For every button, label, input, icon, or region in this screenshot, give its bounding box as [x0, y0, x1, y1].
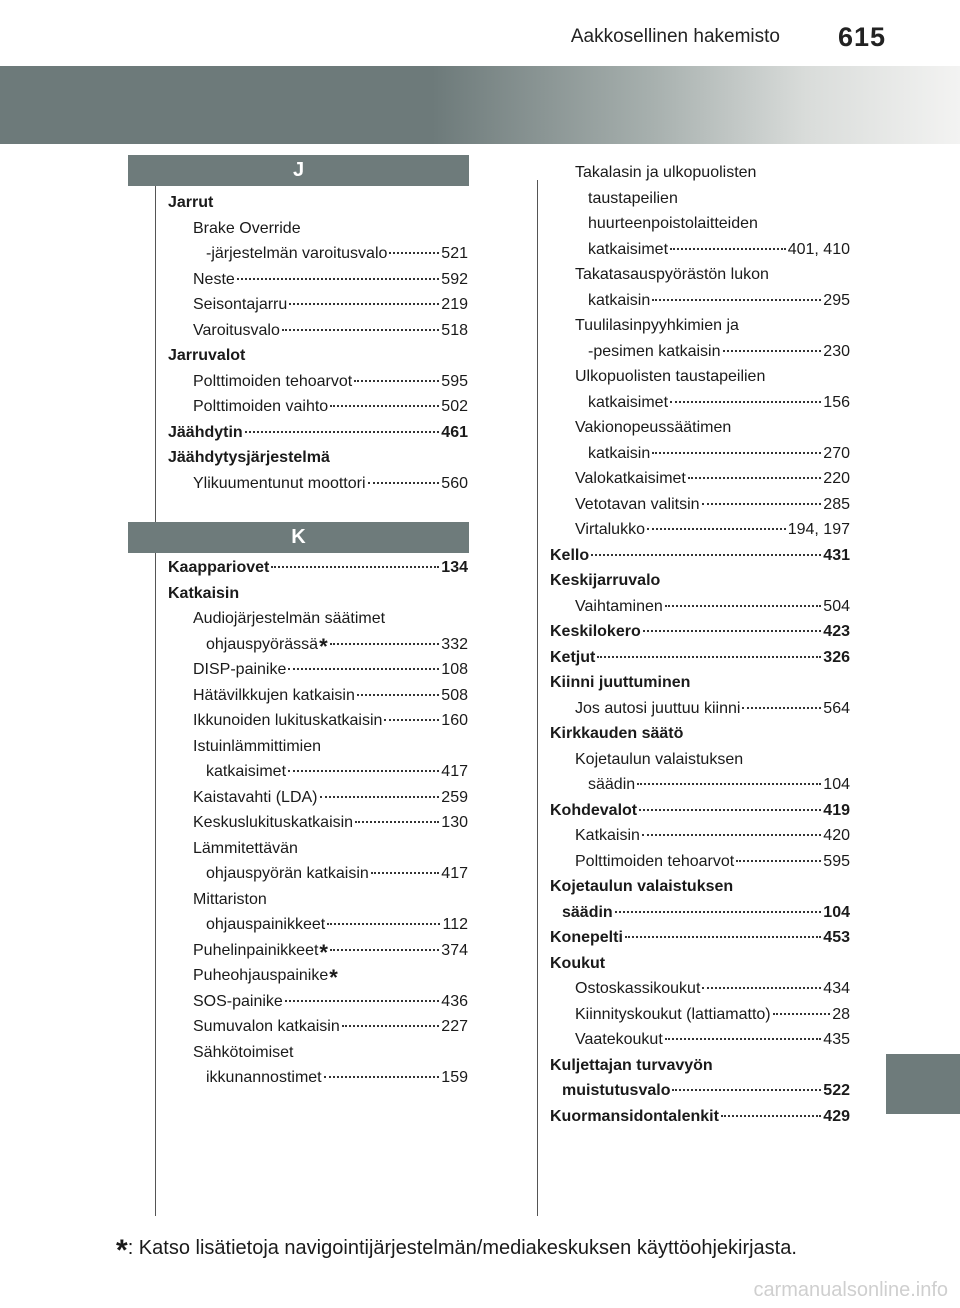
index-term: Valokatkaisimet	[575, 470, 686, 487]
index-term: Keskilokero	[550, 623, 641, 640]
index-entry	[550, 466, 850, 492]
dot-leader	[643, 630, 822, 632]
index-term: Virtalukko	[575, 521, 645, 538]
index-entry	[550, 849, 850, 875]
index-entry	[168, 292, 468, 318]
index-term: Polttimoiden vaihto	[193, 398, 329, 415]
index-term: Ylikuumentunut moottori	[193, 474, 366, 492]
index-entry	[550, 364, 850, 390]
index-entry	[168, 581, 468, 607]
index-entry	[168, 657, 468, 683]
index-entry	[550, 594, 850, 620]
page-title: Aakkosellinen hakemisto	[570, 26, 780, 47]
dot-leader	[285, 1000, 439, 1002]
dot-leader	[355, 821, 439, 823]
index-term: Jäähdytysjärjestelmä	[168, 449, 330, 466]
dot-leader	[652, 299, 821, 301]
dot-leader	[665, 605, 822, 607]
index-page-ref: 112	[442, 916, 468, 933]
index-entry	[168, 912, 468, 938]
index-page-ref: 134	[441, 559, 468, 576]
index-page-ref: 159	[441, 1069, 468, 1086]
index-page-ref: 326	[823, 648, 850, 666]
index-page-ref: 220	[823, 470, 850, 487]
index-term: muistutusvalo	[562, 1082, 671, 1099]
index-page-ref: 104	[823, 776, 850, 793]
dot-leader	[665, 1038, 822, 1040]
index-term: -järjestelmän varoitusvalo	[206, 245, 388, 262]
index-entry	[550, 237, 850, 263]
index-page-ref: 104	[823, 903, 850, 921]
index-entry	[168, 394, 468, 420]
index-entry: Puheohjauspainike *	[193, 965, 338, 990]
index-entry	[168, 369, 468, 395]
index-entry	[550, 339, 850, 365]
index-entry	[550, 619, 850, 645]
index-entry	[550, 415, 850, 441]
index-entry	[168, 1065, 468, 1091]
index-list-k-right	[550, 160, 850, 1129]
dot-leader	[282, 329, 439, 331]
index-term: katkaisin	[588, 444, 651, 462]
dot-leader	[637, 783, 821, 785]
index-entry	[550, 645, 850, 671]
index-entry	[550, 670, 850, 696]
index-page-ref: 374	[441, 941, 468, 959]
index-list-j	[168, 190, 468, 496]
index-term: katkaisimet	[588, 240, 669, 258]
index-entry	[168, 861, 468, 887]
footnote	[116, 1228, 797, 1267]
index-entry	[168, 343, 468, 369]
header-banner	[0, 66, 960, 144]
index-term: Ketjut	[550, 648, 596, 666]
index-page-ref: 419	[823, 801, 850, 819]
index-page-ref: 518	[441, 321, 468, 339]
index-term: Jarrut	[168, 194, 214, 211]
index-term: Sähkötoimiset	[193, 1043, 294, 1061]
index-term: katkaisimet	[588, 393, 669, 411]
index-page-ref: 502	[441, 398, 468, 415]
index-page-ref: 420	[823, 827, 850, 844]
dot-leader	[773, 1013, 831, 1015]
section-header-j: J	[128, 155, 469, 186]
index-entry	[550, 900, 850, 926]
index-term: Ikkunoiden lukituskatkaisin	[193, 712, 383, 729]
index-page-ref: 423	[823, 623, 850, 640]
dot-leader	[245, 431, 440, 433]
index-page-ref: 461	[441, 423, 468, 441]
index-term: säädin	[588, 776, 636, 793]
index-page-ref: 194, 197	[787, 521, 850, 538]
dot-leader	[723, 350, 822, 352]
dot-leader	[288, 668, 439, 670]
dot-leader	[652, 452, 821, 454]
index-entry	[168, 445, 468, 471]
dot-leader	[327, 923, 440, 925]
index-entry	[168, 318, 468, 344]
index-entry	[168, 708, 468, 734]
index-page-ref: 156	[823, 393, 850, 411]
index-entry	[550, 1078, 850, 1104]
index-entry	[168, 420, 468, 446]
index-page-ref: 508	[441, 686, 468, 704]
index-term: Polttimoiden tehoarvot	[193, 372, 353, 390]
dot-leader	[354, 380, 439, 382]
index-list-k-left	[168, 555, 468, 1091]
index-term: Vaihtaminen	[575, 597, 663, 615]
index-term: Kiinnityskoukut (lattiamatto)	[575, 1005, 771, 1023]
index-entry	[550, 543, 850, 569]
dot-leader	[670, 248, 786, 250]
index-term: Puheohjauspainike	[193, 967, 329, 984]
index-entry	[168, 471, 468, 497]
index-term: säädin	[562, 903, 613, 921]
index-page-ref: 436	[441, 992, 468, 1010]
index-page-ref: 435	[823, 1031, 850, 1048]
index-entry	[550, 747, 850, 773]
dot-leader	[237, 278, 440, 280]
index-term: ikkunannostimet	[206, 1069, 322, 1086]
dot-leader	[324, 1076, 440, 1078]
page-header	[0, 0, 960, 58]
index-term: Seisontajarru	[193, 296, 288, 313]
index-entry	[168, 1014, 468, 1040]
index-page-ref: 332	[441, 635, 468, 653]
index-page-ref: 28	[832, 1005, 850, 1023]
index-entry	[168, 606, 468, 632]
index-term: Kaistavahti (LDA)	[193, 788, 318, 806]
index-entry	[550, 1027, 850, 1053]
section-header-k: K	[128, 522, 469, 553]
dot-leader	[368, 482, 440, 484]
index-term: katkaisin	[588, 291, 651, 309]
dot-leader	[371, 872, 440, 874]
index-page-ref: 295	[823, 291, 850, 309]
index-page-ref: 434	[823, 980, 850, 997]
index-entry	[550, 1104, 850, 1130]
index-entry	[550, 186, 850, 212]
index-entry	[168, 555, 468, 581]
index-entry	[550, 262, 850, 288]
index-entry	[550, 390, 850, 416]
dot-leader	[330, 643, 440, 645]
index-entry	[168, 241, 468, 267]
dot-leader	[389, 252, 439, 254]
dot-leader	[670, 401, 821, 403]
index-entry	[550, 696, 850, 722]
index-term: Kuormansidontalenkit	[550, 1107, 719, 1125]
dot-leader	[647, 528, 786, 530]
index-page-ref: 595	[441, 372, 468, 390]
index-entry	[168, 759, 468, 785]
index-term: Katkaisin	[575, 827, 640, 844]
index-page-ref: 521	[441, 245, 468, 262]
dot-leader	[289, 303, 439, 305]
dot-leader	[642, 834, 821, 836]
index-term: Keskijarruvalo	[550, 572, 661, 589]
index-page-ref: 227	[441, 1018, 468, 1035]
index-entry	[168, 734, 468, 760]
index-term: huurteenpoistolaitteiden	[588, 215, 758, 232]
dot-leader	[597, 656, 821, 658]
dot-leader	[615, 911, 822, 913]
index-term: Istuinlämmittimien	[193, 737, 322, 755]
index-term: Kirkkauden säätö	[550, 725, 684, 742]
dot-leader	[271, 566, 439, 568]
index-term: Vakionopeussäätimen	[575, 419, 732, 436]
index-page-ref: 259	[441, 788, 468, 806]
index-term: Takatasauspyörästön lukon	[575, 266, 769, 283]
index-term: Kiinni juuttuminen	[550, 674, 691, 691]
dot-leader	[639, 809, 821, 811]
index-term: Ostoskassikoukut	[575, 980, 701, 997]
index-term: Jos autosi juuttuu kiinni	[575, 699, 741, 717]
index-entry	[550, 925, 850, 951]
index-page-ref: 130	[441, 814, 468, 831]
page-number: 615	[837, 22, 886, 52]
index-term: Jarruvalot	[168, 347, 246, 364]
index-entry	[550, 568, 850, 594]
dot-leader	[357, 694, 439, 696]
index-term: Katkaisin	[168, 584, 240, 602]
index-term: Takalasin ja ulkopuolisten	[575, 164, 757, 181]
right-column-rule	[537, 180, 538, 1216]
dot-leader	[742, 707, 821, 709]
index-entry	[168, 989, 468, 1015]
index-page-ref: 592	[441, 270, 468, 288]
index-entry	[550, 951, 850, 977]
index-term: katkaisimet	[206, 763, 287, 780]
index-term: Kuljettajan turvavyön	[550, 1056, 713, 1074]
index-term: Brake Override	[193, 219, 301, 237]
index-page-ref: 431	[823, 546, 850, 564]
watermark: carmanualsonline.info	[753, 1279, 948, 1301]
dot-leader	[591, 554, 821, 556]
dot-leader	[342, 1025, 440, 1027]
index-term: ohjauspainikkeet	[206, 916, 326, 933]
index-term: Polttimoiden tehoarvot	[575, 852, 735, 870]
index-term: Jäähdytin	[168, 423, 243, 441]
dot-leader	[330, 405, 439, 407]
index-entry	[168, 267, 468, 293]
index-term: Kohdevalot	[550, 801, 638, 819]
index-term: Konepelti	[550, 929, 623, 946]
index-entry: Puhelinpainikkeet * 374	[193, 939, 468, 965]
index-page-ref: 417	[441, 763, 468, 780]
index-term: DISP-painike	[193, 661, 287, 678]
index-term: Neste	[193, 270, 235, 288]
index-term: Hätävilkkujen katkaisin	[193, 686, 355, 704]
index-page-ref: 453	[823, 929, 850, 946]
left-column-rule	[155, 180, 156, 1216]
index-entry	[168, 810, 468, 836]
index-term: Keskuslukituskatkaisin	[193, 814, 354, 831]
index-term: -pesimen katkaisin	[588, 342, 721, 360]
dot-leader	[330, 949, 439, 951]
index-term: SOS-painike	[193, 992, 283, 1010]
index-term: ohjauspyörässä	[206, 635, 319, 653]
index-term: Kaappariovet	[168, 559, 270, 576]
index-entry	[168, 216, 468, 242]
index-page-ref: 230	[823, 342, 850, 360]
index-entry	[168, 1040, 468, 1066]
index-entry	[550, 288, 850, 314]
index-entry: ohjauspyörässä * 332	[206, 633, 468, 659]
index-entry	[168, 190, 468, 216]
index-term: Vaatekoukut	[575, 1031, 663, 1048]
index-entry	[550, 160, 850, 186]
index-term: Audiojärjestelmän säätimet	[193, 610, 386, 627]
index-page-ref: 270	[823, 444, 850, 462]
dot-leader	[736, 860, 821, 862]
index-term: Varoitusvalo	[193, 321, 280, 339]
index-term: Kojetaulun valaistuksen	[575, 750, 744, 768]
index-page-ref: 417	[441, 865, 468, 882]
index-page-ref: 560	[441, 474, 468, 492]
index-entry	[168, 785, 468, 811]
index-entry	[550, 823, 850, 849]
index-term: taustapeilien	[588, 189, 678, 207]
dot-leader	[320, 796, 440, 798]
index-page-ref: 429	[823, 1107, 850, 1125]
index-entry	[168, 836, 468, 862]
index-entry	[550, 211, 850, 237]
index-entry	[550, 517, 850, 543]
index-term: Tuulilasinpyyhkimien ja	[575, 317, 739, 334]
index-entry	[550, 976, 850, 1002]
index-entry	[550, 721, 850, 747]
dot-leader	[288, 770, 439, 772]
index-term: Kello	[550, 546, 590, 564]
index-term: Kojetaulun valaistuksen	[550, 878, 734, 895]
chapter-tab	[886, 1054, 960, 1114]
dot-leader	[702, 503, 822, 505]
index-entry	[550, 798, 850, 824]
index-page-ref: 564	[823, 699, 850, 717]
dot-leader	[625, 936, 821, 938]
index-term: Koukut	[550, 954, 606, 972]
index-entry	[168, 887, 468, 913]
dot-leader	[672, 1089, 821, 1091]
footnote-marker: *	[116, 1234, 128, 1267]
index-term: Ulkopuolisten taustapeilien	[575, 368, 766, 385]
index-entry	[550, 1002, 850, 1028]
index-term: Lämmitettävän	[193, 839, 298, 857]
index-page-ref: 504	[823, 597, 850, 615]
index-page-ref: 108	[441, 661, 468, 678]
index-term: Puhelinpainikkeet	[193, 941, 319, 959]
index-page-ref: 595	[823, 852, 850, 870]
index-page-ref: 401, 410	[787, 240, 850, 258]
index-entry	[550, 492, 850, 518]
index-page-ref: 160	[441, 712, 468, 729]
dot-leader	[702, 987, 821, 989]
index-entry	[550, 772, 850, 798]
index-entry	[550, 874, 850, 900]
index-term: Sumuvalon katkaisin	[193, 1018, 340, 1035]
index-term: Mittariston	[193, 890, 267, 908]
index-entry	[550, 313, 850, 339]
index-entry	[550, 441, 850, 467]
index-page-ref: 219	[441, 296, 468, 313]
index-entry	[168, 683, 468, 709]
index-term: ohjauspyörän katkaisin	[206, 865, 369, 882]
dot-leader	[384, 719, 439, 721]
index-term: Vetotavan valitsin	[575, 495, 700, 513]
index-entry	[550, 1053, 850, 1079]
index-page-ref: 522	[823, 1082, 850, 1099]
footnote-text: : Katso lisätietoja navigointijärjestelmän/mediakeskuksen käyttöohjekirjasta.	[127, 1237, 797, 1259]
index-page-ref: 285	[823, 495, 850, 513]
dot-leader	[688, 477, 821, 479]
dot-leader	[721, 1115, 821, 1117]
